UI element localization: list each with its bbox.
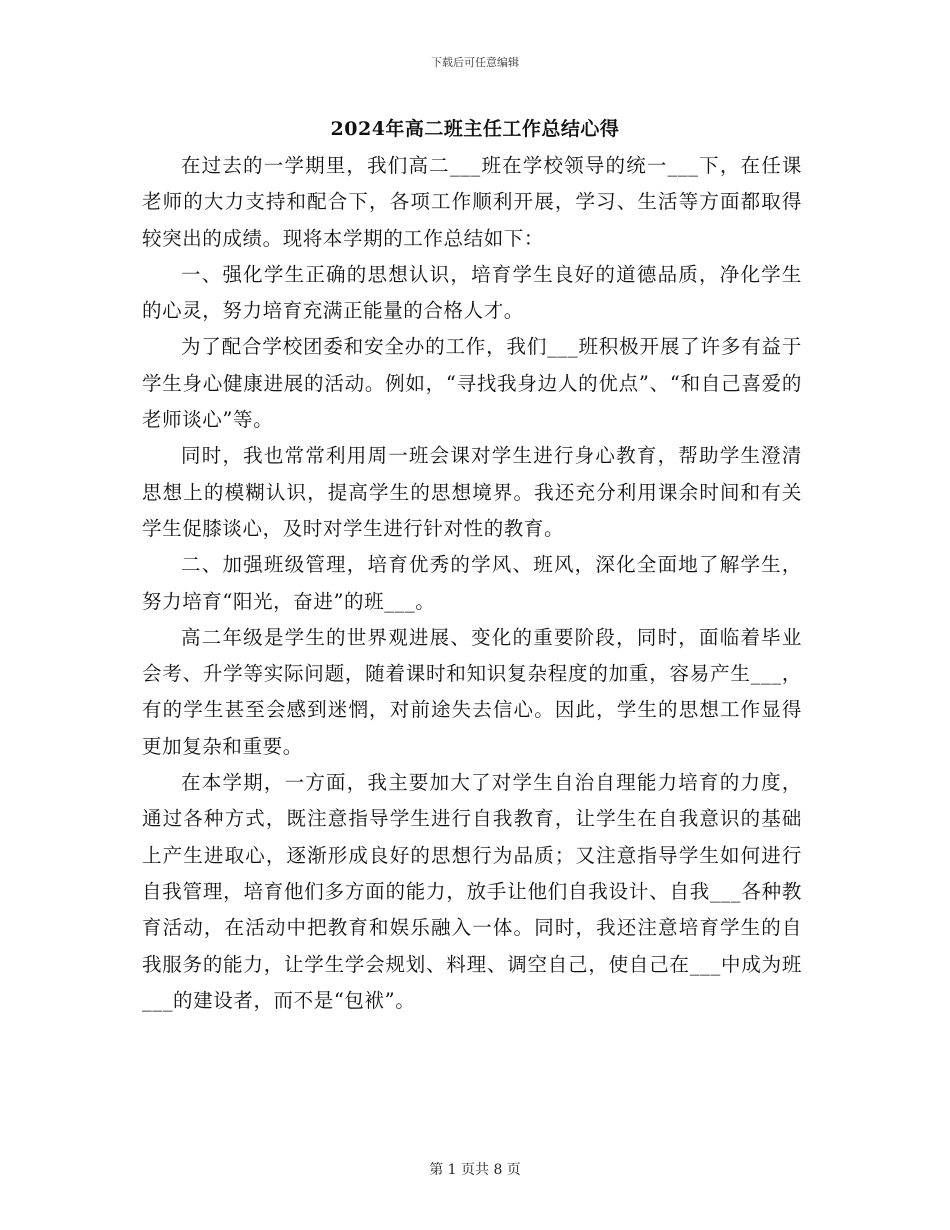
- document-title: 2024年高二班主任工作总结心得: [330, 118, 620, 140]
- paragraph-section-1-heading: 一、强化学生正确的思想认识，培育学生良好的道德品质，净化学生的心灵，努力培育充满正能量的合格人才。: [142, 262, 802, 323]
- document-body: [142, 148, 802, 1019]
- paragraph-grade-two: 高二年级是学生的世界观进展、变化的重要阶段，同时，面临着毕业会考、升学等实际问题，随着课时和知识复杂程度的加重，容易产生___，有的学生甚至会感到迷惘，对前途失去信心。因此，学生的思想工作显得更加复杂和重要。: [142, 625, 802, 758]
- paragraph-section-2-heading: 二、加强班级管理，培育优秀的学风、班风，深化全面地了解学生，努力培育“阳光，奋进”的班___。: [142, 553, 802, 613]
- paragraph-class-meeting: 同时，我也常常利用周一班会课对学生进行身心教育，帮助学生澄清思想上的模糊认识，提高学生的思想境界。我还充分利用课余时间和有关学生促膝谈心，及时对学生进行针对性的教育。: [142, 444, 802, 540]
- paragraph-intro: 在过去的一学期里，我们高二___班在学校领导的统一___下，在任课老师的大力支持和配合下，各项工作顺利开展，学习、生活等方面都取得较突出的成绩。现将本学期的工作总结如下：: [142, 154, 802, 250]
- paragraph-self-management: 在本学期，一方面，我主要加大了对学生自治自理能力培育的力度，通过各种方式，既注意指导学生进行自我教育，让学生在自我意识的基础上产生进取心，逐渐形成良好的思想行为品质；又注意指导学生如何进行自我管理，培育他们多方面的能力，放手让他们自我设计、自我___各种教育活动，在活动中把教育和娱乐融入一体。同时，我还注意培育学生的自我服务的能力，让学生学会规划、料理、调空自己，使自己在___中成为班___的建设者，而不是“包袱”。: [142, 771, 802, 1012]
- page-footer-number: 第 1 页共 8 页: [429, 1162, 521, 1178]
- paragraph-activities: 为了配合学校团委和安全办的工作，我们___班积极开展了许多有益于学生身心健康进展的活动。例如，“寻找我身边人的优点”、“和自己喜爱的老师谈心”等。: [142, 335, 802, 432]
- page-header-note: 下载后可任意编辑: [431, 56, 519, 69]
